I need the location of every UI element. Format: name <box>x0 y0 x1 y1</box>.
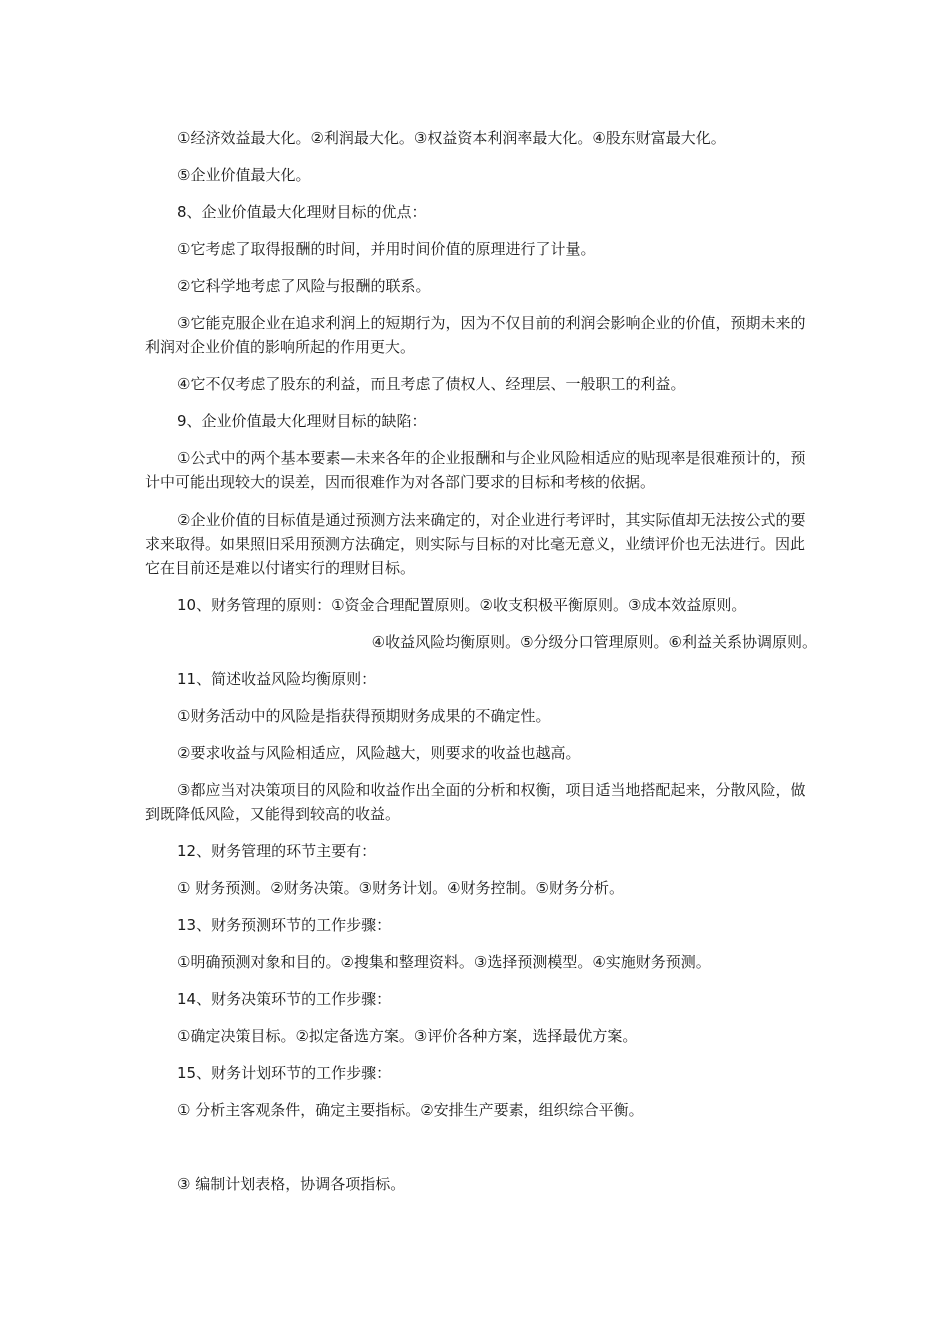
paragraph-9-1: ①公式中的两个基本要素—未来各年的企业报酬和与企业风险相适应的贴现率是很难预计的，预计中可能出现较大的误差，因而很难作为对各部门要求的目标和考核的依据。 <box>145 449 806 491</box>
paragraph-12-1: ① 财务预测。②财务决策。③财务计划。④财务控制。⑤财务分析。 <box>177 879 625 897</box>
paragraph-15-2: ③ 编制计划表格，协调各项指标。 <box>177 1175 406 1193</box>
heading-14: 14、财务决策环节的工作步骤： <box>177 990 392 1008</box>
paragraph-goals-list: ①经济效益最大化。②利润最大化。③权益资本利润率最大化。④股东财富最大化。 <box>177 129 726 147</box>
paragraph-8-4: ④它不仅考虑了股东的利益，而且考虑了债权人、经理层、一般职工的利益。 <box>177 375 686 393</box>
paragraph-13-1: ①明确预测对象和目的。②搜集和整理资料。③选择预测模型。④实施财务预测。 <box>177 953 711 971</box>
paragraph-9-2: ②企业价值的目标值是通过预测方法来确定的，对企业进行考评时，其实际值却无法按公式的要求来取得。如果照旧采用预测方法确定，则实际与目标的对比毫无意义，业绩评价也无法进行。因此它在目前还是难以付诸实行的理财目标。 <box>145 511 806 577</box>
heading-8: 8、企业价值最大化理财目标的优点： <box>177 203 427 221</box>
heading-12: 12、财务管理的环节主要有： <box>177 842 377 860</box>
paragraph-15-1: ① 分析主客观条件，确定主要指标。②安排生产要素，组织综合平衡。 <box>177 1101 644 1119</box>
paragraph-11-3: ③都应当对决策项目的风险和收益作出全面的分析和权衡，项目适当地搭配起来，分散风险，做到既降低风险，又能得到较高的收益。 <box>145 781 806 823</box>
paragraph-8-3: ③它能克服企业在追求利润上的短期行为，因为不仅目前的利润会影响企业的价值，预期未来的利润对企业价值的影响所起的作用更大。 <box>145 314 806 356</box>
heading-11: 11、简述收益风险均衡原则： <box>177 670 377 688</box>
heading-10: 10、财务管理的原则：①资金合理配置原则。②收支积极平衡原则。③成本效益原则。 <box>177 596 747 614</box>
paragraph-11-2: ②要求收益与风险相适应，风险越大，则要求的收益也越高。 <box>177 744 581 762</box>
paragraph-10-cont: ④收益风险均衡原则。⑤分级分口管理原则。⑥利益关系协调原则。 <box>371 633 817 651</box>
heading-15: 15、财务计划环节的工作步骤： <box>177 1064 392 1082</box>
paragraph-8-2: ②它科学地考虑了风险与报酬的联系。 <box>177 277 431 295</box>
paragraph-14-1: ①确定决策目标。②拟定备选方案。③评价各种方案，选择最优方案。 <box>177 1027 638 1045</box>
paragraph-11-1: ①财务活动中的风险是指获得预期财务成果的不确定性。 <box>177 707 551 725</box>
heading-9: 9、企业价值最大化理财目标的缺陷： <box>177 412 427 430</box>
heading-13: 13、财务预测环节的工作步骤： <box>177 916 392 934</box>
paragraph-goals-list-cont: ⑤企业价值最大化。 <box>177 166 311 184</box>
paragraph-8-1: ①它考虑了取得报酬的时间，并用时间价值的原理进行了计量。 <box>177 240 596 258</box>
